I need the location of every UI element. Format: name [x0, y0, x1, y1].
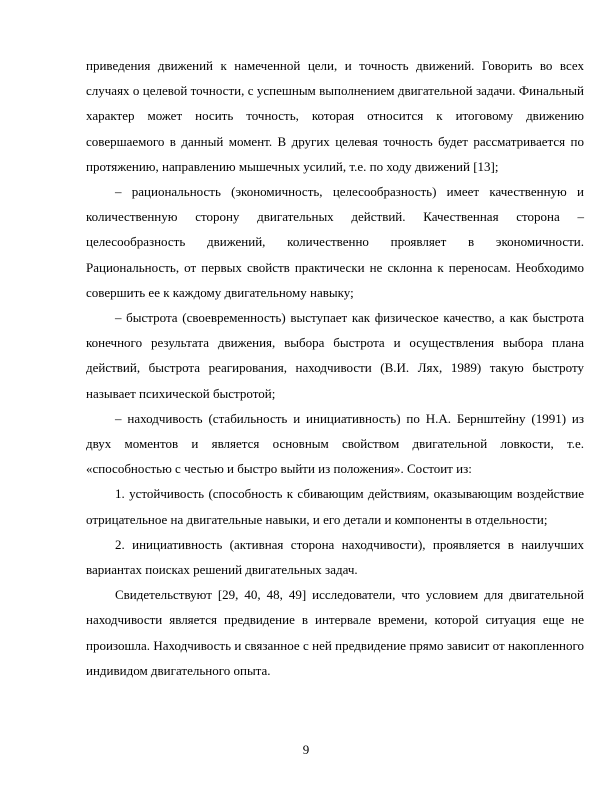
paragraph-initiative-item: 2. инициативность (активная сторона находчивости), проявляется в наилучших вариантах поисках решений двигательных задач. [86, 536, 584, 578]
paragraph-rationality: – рациональность (экономичность, целесообразность) имеет качественную и количественную сторону двигательных действий. Качественная сторона – целесообразность движений, количественно проявляет в экономичности. Рациональность, от первых свойств практически не склонна к переносам. Необходимо совершить ее к каждому двигательному навыку; [86, 184, 584, 300]
paragraph-foresight: Свидетельствуют [29, 40, 48, 49] исследователи, что условием для двигательной находчивости является предвидение в интервале времени, которой ситуация еще не произошла. Находчивость и связанное с ней предвидение прямо зависит от накопленного индивидом двигательного опыта. [86, 587, 584, 678]
paragraph-resourcefulness: – находчивость (стабильность и инициативность) по Н.А. Бернштейну (1991) из двух моментов и является основным свойством двигательной ловкости, т.е. «способностью с честью и быстро выйти из положения». Состоит из: [86, 410, 584, 477]
paragraph-stability-item: 1. устойчивость (способность к сбивающим действиям, оказывающим воздействие отрицательное на двигательные навыки, и его детали и компоненты в отдельности; [86, 486, 584, 527]
page-number: 9 [302, 742, 310, 757]
body-text [86, 53, 584, 683]
paragraph-accuracy-continued: приведения движений к намеченной цели, и точность движений. Говорить во всех случаях о целевой точности, с успешным выполнением двигательной задачи. Финальный характер может носить точность, которая относится к итоговому движению совершаемого в данный момент. В других целевая точность будет рассматривается по протяжению, направлению мышечных усилий, т.е. по ходу движений [13]; [86, 58, 584, 174]
paragraph-speed: – быстрота (своевременность) выступает как физическое качество, а как быстрота конечного результата движения, выбора быстрота и осуществления выбора плана действий, быстрота реагирования, находчивости (В.И. Лях, 1989) такую быстроту называет психической быстротой; [86, 310, 584, 401]
